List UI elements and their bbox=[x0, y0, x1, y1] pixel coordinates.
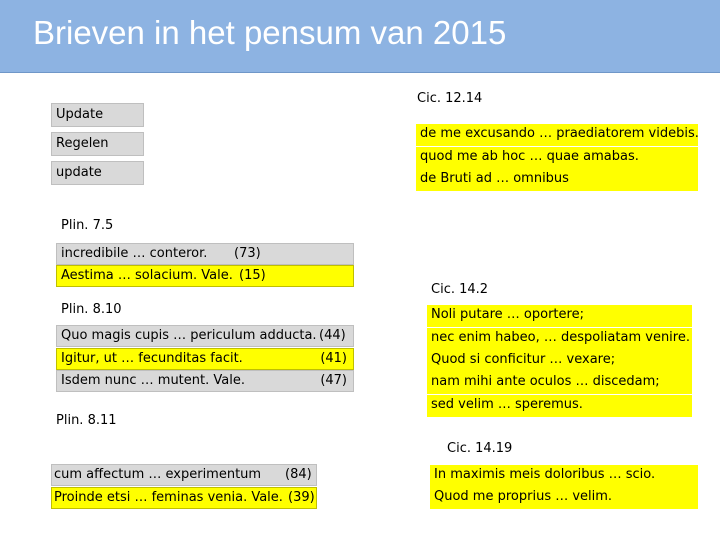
plin-7-5-heading: Plin. 7.5 bbox=[61, 218, 114, 233]
line-ref: (15) bbox=[239, 268, 266, 283]
plin-8-11-line-1 bbox=[51, 464, 317, 486]
update-button-2[interactable]: update bbox=[51, 161, 144, 185]
line-ref: (73) bbox=[234, 246, 261, 261]
title-bar bbox=[0, 0, 720, 73]
regelen-button[interactable]: Regelen bbox=[51, 132, 144, 156]
line-ref: (44) bbox=[319, 328, 346, 343]
line-text: Isdem nunc … mutent. Vale. bbox=[61, 373, 245, 388]
cic-12-14-heading: Cic. 12.14 bbox=[417, 91, 483, 106]
cic-14-2-line-3: Quod si conficitur … vexare; bbox=[427, 350, 692, 372]
cic-14-2-line-2: nec enim habeo, … despoliatam venire. bbox=[427, 328, 692, 350]
line-text: Quo magis cupis … periculum adducta. bbox=[61, 328, 317, 343]
line-text: Igitur, ut … fecunditas facit. bbox=[61, 351, 243, 366]
cic-12-14-line-1: de me excusando … praediatorem videbis. bbox=[416, 124, 698, 146]
cic-14-2-heading: Cic. 14.2 bbox=[431, 282, 489, 297]
cic-14-2-line-5: sed velim … speremus. bbox=[427, 395, 692, 417]
cic-12-14-line-2: quod me ab hoc … quae amabas. bbox=[416, 147, 698, 169]
plin-8-11-heading: Plin. 8.11 bbox=[56, 413, 117, 428]
line-text: Proinde etsi … feminas venia. Vale. bbox=[54, 490, 283, 505]
plin-8-10-heading: Plin. 8.10 bbox=[61, 302, 122, 317]
plin-8-10-line-1 bbox=[56, 325, 354, 347]
cic-14-19-line-1: In maximis meis doloribus … scio. bbox=[430, 465, 698, 487]
cic-12-14-line-3: de Bruti ad … omnibus bbox=[416, 169, 698, 191]
line-text: cum affectum … experimentum bbox=[54, 467, 262, 482]
plin-7-5-line-1 bbox=[56, 243, 354, 265]
plin-8-10-line-2 bbox=[56, 348, 354, 370]
cic-14-2-line-1: Noli putare … oportere; bbox=[427, 305, 692, 327]
cic-14-2-line-4: nam mihi ante oculos … discedam; bbox=[427, 372, 692, 394]
line-ref: (84) bbox=[285, 467, 312, 482]
line-text: incredibile … conteror. bbox=[61, 246, 208, 261]
line-ref: (41) bbox=[320, 351, 347, 366]
plin-8-11-line-2 bbox=[51, 487, 317, 509]
plin-8-10-line-3 bbox=[56, 370, 354, 392]
update-button[interactable]: Update bbox=[51, 103, 144, 127]
cic-14-19-heading: Cic. 14.19 bbox=[447, 441, 513, 456]
line-ref: (47) bbox=[320, 373, 347, 388]
cic-14-19-line-2: Quod me proprius … velim. bbox=[430, 487, 698, 509]
line-text: Aestima … solacium. Vale. bbox=[61, 268, 233, 283]
slide-title: Brieven in het pensum van 2015 bbox=[33, 14, 507, 51]
plin-7-5-line-2 bbox=[56, 265, 354, 287]
line-ref: (39) bbox=[288, 490, 315, 505]
